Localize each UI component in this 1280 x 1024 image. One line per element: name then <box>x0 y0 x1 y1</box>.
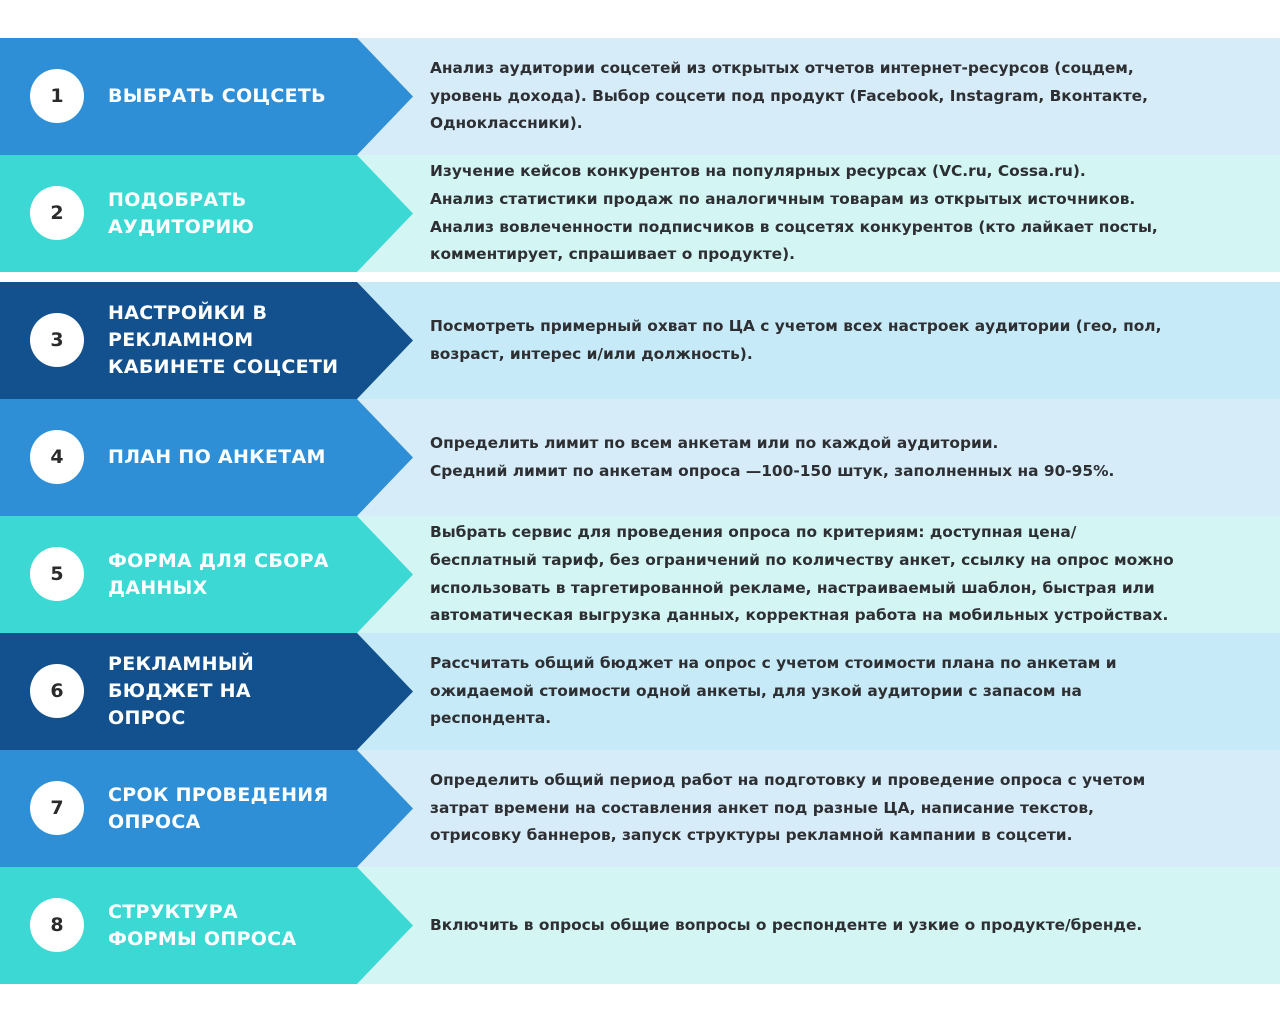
step-8-title: СТРУКТУРА ФОРМЫ ОПРОСА <box>108 900 297 950</box>
step-3-title-box <box>108 282 348 399</box>
step-4 <box>0 399 1280 516</box>
step-4-description-box <box>430 399 1270 516</box>
step-5-title: ФОРМА ДЛЯ СБОРА ДАННЫХ <box>108 549 329 599</box>
step-6-description: Рассчитать общий бюджет на опрос с учетом стоимости плана по анкетам и ожидаемой стоимости одной анкеты, для узкой аудитории с запасом на респондента. <box>430 653 1117 728</box>
step-6-title-box <box>108 633 348 750</box>
step-6 <box>0 633 1280 750</box>
step-6-title: РЕКЛАМНЫЙ БЮДЖЕТ НА ОПРОС <box>108 653 255 729</box>
step-3-description-box <box>430 282 1270 399</box>
step-3-number-badge: 3 <box>30 313 84 367</box>
step-6-description-box <box>430 633 1270 750</box>
step-3 <box>0 282 1280 399</box>
step-4-title-box <box>108 399 348 516</box>
step-1 <box>0 38 1280 155</box>
step-1-title-box <box>108 38 348 155</box>
step-1-description: Анализ аудитории соцсетей из открытых отчетов интернет-ресурсов (соцдем, уровень дохода). Выбор соцсети под продукт (Facebook, Instagram, Вконтакте, Одноклассники). <box>430 58 1148 133</box>
step-4-title: ПЛАН ПО АНКЕТАМ <box>108 446 326 468</box>
step-5 <box>0 516 1280 633</box>
step-2 <box>0 155 1280 272</box>
step-7-title-box <box>108 750 348 867</box>
step-5-title-box <box>108 516 348 633</box>
step-5-number-badge: 5 <box>30 547 84 601</box>
step-7-number-badge: 7 <box>30 781 84 835</box>
step-4-description: Определить лимит по всем анкетам или по каждой аудитории. Средний лимит по анкетам опроса —100-150 штук, заполненных на 90-95%. <box>430 433 1115 480</box>
step-1-description-box <box>430 38 1270 155</box>
step-2-title: ПОДОБРАТЬ АУДИТОРИЮ <box>108 188 255 238</box>
step-3-title: НАСТРОЙКИ В РЕКЛАМНОМ КАБИНЕТЕ СОЦСЕТИ <box>108 302 339 378</box>
step-7-description: Определить общий период работ на подготовку и проведение опроса с учетом затрат времени на составления анкет под разные ЦА, написание текстов, отрисовку баннеров, запуск структуры рекламной кампании в соцсети. <box>430 770 1146 845</box>
step-8-number-badge: 8 <box>30 898 84 952</box>
step-1-number-badge: 1 <box>30 69 84 123</box>
step-8-title-box <box>108 867 348 984</box>
step-7 <box>0 750 1280 867</box>
step-7-title: СРОК ПРОВЕДЕНИЯ ОПРОСА <box>108 783 329 833</box>
step-4-number-badge: 4 <box>30 430 84 484</box>
step-6-number-badge: 6 <box>30 664 84 718</box>
step-8 <box>0 867 1280 984</box>
step-8-description: Включить в опросы общие вопросы о респонденте и узкие о продукте/бренде. <box>430 915 1143 934</box>
step-3-description: Посмотреть примерный охват по ЦА с учетом всех настроек аудитории (гео, пол, возраст, интерес и/или должность). <box>430 316 1162 363</box>
step-2-description-box <box>430 155 1270 272</box>
step-7-description-box <box>430 750 1270 867</box>
step-1-title: ВЫБРАТЬ СОЦСЕТЬ <box>108 85 326 107</box>
step-5-description-box <box>430 516 1270 633</box>
step-2-description: Изучение кейсов конкурентов на популярных ресурсах (VC.ru, Cossa.ru). Анализ статистики продаж по аналогичным товарам из открытых источников. Анализ вовлеченности подписчиков в соцсетях конкурентов (кто лайкает посты, комментирует, спрашивает о продукте). <box>430 161 1158 264</box>
step-8-description-box <box>430 867 1270 984</box>
step-5-description: Выбрать сервис для проведения опроса по критериям: доступная цена/ бесплатный тариф, без ограничений по количеству анкет, ссылку на опрос можно использовать в таргетированной рекламе, настраиваемый шаблон, быстрая или автоматическая выгрузка данных, корректная работа на мобильных устройствах. <box>430 522 1174 625</box>
step-2-number-badge: 2 <box>30 186 84 240</box>
step-2-title-box <box>108 155 348 272</box>
